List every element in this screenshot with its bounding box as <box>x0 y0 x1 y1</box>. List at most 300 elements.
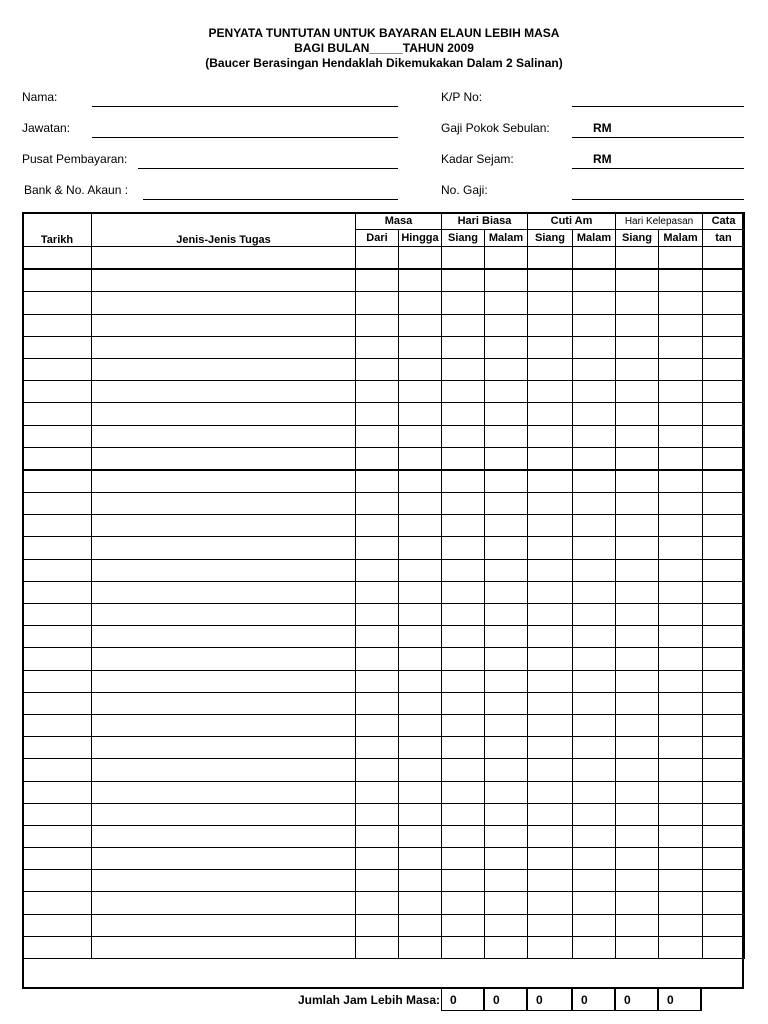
table-cell[interactable] <box>659 247 703 270</box>
table-cell[interactable] <box>528 292 573 314</box>
table-cell[interactable] <box>92 626 356 648</box>
table-cell[interactable] <box>442 714 485 736</box>
table-cell[interactable] <box>23 803 92 825</box>
table-cell[interactable] <box>485 626 528 648</box>
table-cell[interactable] <box>659 358 703 380</box>
jawatan-field[interactable] <box>92 137 398 138</box>
table-cell[interactable] <box>703 781 745 803</box>
table-cell[interactable] <box>356 714 399 736</box>
table-cell[interactable] <box>485 247 528 270</box>
table-cell[interactable] <box>659 936 703 958</box>
table-cell[interactable] <box>442 269 485 292</box>
table-cell[interactable] <box>442 336 485 358</box>
table-cell[interactable] <box>703 803 745 825</box>
table-cell[interactable] <box>485 848 528 870</box>
table-cell[interactable] <box>92 247 356 270</box>
table-cell[interactable] <box>573 781 616 803</box>
table-cell[interactable] <box>442 314 485 336</box>
table-cell[interactable] <box>528 803 573 825</box>
table-cell[interactable] <box>616 870 659 892</box>
table-cell[interactable] <box>703 692 745 714</box>
table-cell[interactable] <box>616 648 659 670</box>
table-cell[interactable] <box>573 914 616 936</box>
table-cell[interactable] <box>659 559 703 581</box>
table-cell[interactable] <box>616 803 659 825</box>
table-cell[interactable] <box>485 759 528 781</box>
table-cell[interactable] <box>23 425 92 447</box>
table-cell[interactable] <box>356 604 399 626</box>
table-cell[interactable] <box>399 403 442 425</box>
table-cell[interactable] <box>528 759 573 781</box>
table-cell[interactable] <box>703 581 745 603</box>
table-cell[interactable] <box>528 314 573 336</box>
table-cell[interactable] <box>23 269 92 292</box>
table-cell[interactable] <box>356 825 399 847</box>
table-cell[interactable] <box>92 381 356 403</box>
bank-akaun-field[interactable] <box>143 199 398 200</box>
table-cell[interactable] <box>659 648 703 670</box>
table-cell[interactable] <box>659 714 703 736</box>
table-cell[interactable] <box>485 825 528 847</box>
table-cell[interactable] <box>399 470 442 493</box>
table-cell[interactable] <box>23 403 92 425</box>
table-cell[interactable] <box>528 581 573 603</box>
table-cell[interactable] <box>528 269 573 292</box>
table-cell[interactable] <box>442 803 485 825</box>
kp-no-field[interactable] <box>572 106 744 107</box>
table-cell[interactable] <box>573 515 616 537</box>
table-cell[interactable] <box>485 336 528 358</box>
table-cell[interactable] <box>92 803 356 825</box>
table-cell[interactable] <box>659 581 703 603</box>
table-cell[interactable] <box>703 892 745 914</box>
table-cell[interactable] <box>23 692 92 714</box>
table-cell[interactable] <box>356 247 399 270</box>
table-cell[interactable] <box>92 825 356 847</box>
table-cell[interactable] <box>485 581 528 603</box>
table-cell[interactable] <box>616 848 659 870</box>
table-cell[interactable] <box>442 825 485 847</box>
table-cell[interactable] <box>703 914 745 936</box>
table-cell[interactable] <box>528 470 573 493</box>
table-cell[interactable] <box>356 470 399 493</box>
table-cell[interactable] <box>528 892 573 914</box>
table-cell[interactable] <box>616 781 659 803</box>
table-cell[interactable] <box>485 870 528 892</box>
table-cell[interactable] <box>616 269 659 292</box>
table-cell[interactable] <box>399 493 442 515</box>
table-cell[interactable] <box>442 692 485 714</box>
table-cell[interactable] <box>92 403 356 425</box>
table-cell[interactable] <box>528 358 573 380</box>
table-cell[interactable] <box>573 425 616 447</box>
table-cell[interactable] <box>485 358 528 380</box>
table-cell[interactable] <box>23 870 92 892</box>
table-cell[interactable] <box>616 604 659 626</box>
table-cell[interactable] <box>485 559 528 581</box>
table-cell[interactable] <box>528 247 573 270</box>
table-cell[interactable] <box>573 825 616 847</box>
table-cell[interactable] <box>573 870 616 892</box>
table-cell[interactable] <box>703 292 745 314</box>
table-cell[interactable] <box>356 559 399 581</box>
table-cell[interactable] <box>356 936 399 958</box>
table-cell[interactable] <box>528 559 573 581</box>
table-cell[interactable] <box>616 626 659 648</box>
table-cell[interactable] <box>23 892 92 914</box>
table-cell[interactable] <box>356 692 399 714</box>
table-cell[interactable] <box>23 493 92 515</box>
table-cell[interactable] <box>92 714 356 736</box>
table-cell[interactable] <box>356 493 399 515</box>
table-cell[interactable] <box>616 447 659 470</box>
table-cell[interactable] <box>23 537 92 559</box>
table-cell[interactable] <box>703 936 745 958</box>
table-cell[interactable] <box>616 381 659 403</box>
table-cell[interactable] <box>573 470 616 493</box>
table-cell[interactable] <box>485 892 528 914</box>
table-cell[interactable] <box>23 626 92 648</box>
table-cell[interactable] <box>399 936 442 958</box>
table-cell[interactable] <box>92 781 356 803</box>
table-cell[interactable] <box>703 825 745 847</box>
table-cell[interactable] <box>703 314 745 336</box>
table-cell[interactable] <box>399 314 442 336</box>
table-cell[interactable] <box>356 425 399 447</box>
table-cell[interactable] <box>23 292 92 314</box>
table-cell[interactable] <box>442 781 485 803</box>
table-cell[interactable] <box>703 759 745 781</box>
table-cell[interactable] <box>442 670 485 692</box>
table-cell[interactable] <box>659 692 703 714</box>
table-cell[interactable] <box>92 358 356 380</box>
table-cell[interactable] <box>659 515 703 537</box>
table-cell[interactable] <box>399 692 442 714</box>
table-cell[interactable] <box>399 848 442 870</box>
table-cell[interactable] <box>442 892 485 914</box>
table-cell[interactable] <box>399 559 442 581</box>
table-cell[interactable] <box>616 737 659 759</box>
table-cell[interactable] <box>616 537 659 559</box>
table-cell[interactable] <box>356 914 399 936</box>
table-cell[interactable] <box>659 470 703 493</box>
table-cell[interactable] <box>616 714 659 736</box>
table-cell[interactable] <box>92 425 356 447</box>
table-cell[interactable] <box>703 470 745 493</box>
table-cell[interactable] <box>528 604 573 626</box>
table-cell[interactable] <box>399 737 442 759</box>
table-cell[interactable] <box>399 425 442 447</box>
table-cell[interactable] <box>528 870 573 892</box>
table-cell[interactable] <box>573 493 616 515</box>
table-cell[interactable] <box>485 648 528 670</box>
table-cell[interactable] <box>399 381 442 403</box>
table-cell[interactable] <box>703 447 745 470</box>
table-cell[interactable] <box>399 626 442 648</box>
table-cell[interactable] <box>92 670 356 692</box>
table-cell[interactable] <box>616 559 659 581</box>
table-cell[interactable] <box>23 515 92 537</box>
table-cell[interactable] <box>442 470 485 493</box>
table-cell[interactable] <box>485 692 528 714</box>
table-cell[interactable] <box>23 848 92 870</box>
table-cell[interactable] <box>485 403 528 425</box>
table-cell[interactable] <box>92 559 356 581</box>
table-cell[interactable] <box>442 759 485 781</box>
table-cell[interactable] <box>442 737 485 759</box>
table-cell[interactable] <box>92 848 356 870</box>
table-cell[interactable] <box>616 581 659 603</box>
table-cell[interactable] <box>659 803 703 825</box>
table-cell[interactable] <box>659 292 703 314</box>
table-cell[interactable] <box>23 737 92 759</box>
table-cell[interactable] <box>442 381 485 403</box>
table-cell[interactable] <box>92 515 356 537</box>
table-cell[interactable] <box>356 537 399 559</box>
table-cell[interactable] <box>442 559 485 581</box>
table-cell[interactable] <box>703 247 745 270</box>
table-cell[interactable] <box>399 604 442 626</box>
table-cell[interactable] <box>703 269 745 292</box>
table-cell[interactable] <box>659 781 703 803</box>
table-cell[interactable] <box>573 670 616 692</box>
table-cell[interactable] <box>399 648 442 670</box>
table-cell[interactable] <box>399 336 442 358</box>
table-cell[interactable] <box>616 914 659 936</box>
table-cell[interactable] <box>442 604 485 626</box>
table-cell[interactable] <box>616 470 659 493</box>
table-cell[interactable] <box>703 425 745 447</box>
table-cell[interactable] <box>703 493 745 515</box>
table-cell[interactable] <box>616 314 659 336</box>
table-cell[interactable] <box>399 914 442 936</box>
table-cell[interactable] <box>92 936 356 958</box>
table-cell[interactable] <box>485 737 528 759</box>
pusat-pembayaran-field[interactable] <box>138 168 398 169</box>
table-cell[interactable] <box>23 781 92 803</box>
table-cell[interactable] <box>573 648 616 670</box>
table-cell[interactable] <box>485 537 528 559</box>
table-cell[interactable] <box>485 670 528 692</box>
no-gaji-field[interactable] <box>572 199 744 200</box>
table-cell[interactable] <box>528 692 573 714</box>
table-cell[interactable] <box>528 493 573 515</box>
table-cell[interactable] <box>399 515 442 537</box>
table-cell[interactable] <box>703 403 745 425</box>
table-cell[interactable] <box>399 759 442 781</box>
table-cell[interactable] <box>442 403 485 425</box>
table-cell[interactable] <box>485 515 528 537</box>
table-cell[interactable] <box>23 314 92 336</box>
table-cell[interactable] <box>573 803 616 825</box>
table-cell[interactable] <box>356 336 399 358</box>
table-cell[interactable] <box>356 292 399 314</box>
table-cell[interactable] <box>442 358 485 380</box>
table-cell[interactable] <box>399 292 442 314</box>
table-cell[interactable] <box>92 870 356 892</box>
table-cell[interactable] <box>659 314 703 336</box>
table-cell[interactable] <box>356 648 399 670</box>
table-cell[interactable] <box>573 447 616 470</box>
table-cell[interactable] <box>659 892 703 914</box>
table-cell[interactable] <box>616 336 659 358</box>
table-cell[interactable] <box>92 314 356 336</box>
table-cell[interactable] <box>23 470 92 493</box>
table-cell[interactable] <box>23 670 92 692</box>
table-cell[interactable] <box>485 381 528 403</box>
table-cell[interactable] <box>442 292 485 314</box>
table-cell[interactable] <box>442 515 485 537</box>
table-cell[interactable] <box>399 714 442 736</box>
table-cell[interactable] <box>485 936 528 958</box>
gaji-pokok-field[interactable] <box>572 137 744 138</box>
table-cell[interactable] <box>399 247 442 270</box>
table-cell[interactable] <box>573 403 616 425</box>
table-cell[interactable] <box>528 825 573 847</box>
table-cell[interactable] <box>703 670 745 692</box>
table-cell[interactable] <box>573 247 616 270</box>
table-cell[interactable] <box>399 358 442 380</box>
table-cell[interactable] <box>92 692 356 714</box>
table-cell[interactable] <box>356 581 399 603</box>
table-cell[interactable] <box>703 604 745 626</box>
table-cell[interactable] <box>23 381 92 403</box>
table-cell[interactable] <box>573 848 616 870</box>
table-cell[interactable] <box>442 914 485 936</box>
table-cell[interactable] <box>23 714 92 736</box>
table-cell[interactable] <box>703 737 745 759</box>
table-cell[interactable] <box>616 936 659 958</box>
table-cell[interactable] <box>573 314 616 336</box>
table-cell[interactable] <box>23 447 92 470</box>
table-cell[interactable] <box>23 648 92 670</box>
table-cell[interactable] <box>356 358 399 380</box>
table-cell[interactable] <box>442 537 485 559</box>
table-cell[interactable] <box>659 425 703 447</box>
table-cell[interactable] <box>485 269 528 292</box>
table-cell[interactable] <box>573 336 616 358</box>
table-cell[interactable] <box>92 604 356 626</box>
table-cell[interactable] <box>356 403 399 425</box>
table-cell[interactable] <box>92 737 356 759</box>
table-cell[interactable] <box>399 581 442 603</box>
table-cell[interactable] <box>23 581 92 603</box>
table-cell[interactable] <box>528 537 573 559</box>
table-cell[interactable] <box>485 425 528 447</box>
table-cell[interactable] <box>528 670 573 692</box>
table-cell[interactable] <box>356 759 399 781</box>
table-cell[interactable] <box>703 336 745 358</box>
table-cell[interactable] <box>573 737 616 759</box>
table-cell[interactable] <box>485 470 528 493</box>
table-cell[interactable] <box>356 848 399 870</box>
table-cell[interactable] <box>659 493 703 515</box>
table-cell[interactable] <box>23 825 92 847</box>
table-cell[interactable] <box>703 714 745 736</box>
table-cell[interactable] <box>659 626 703 648</box>
table-cell[interactable] <box>528 336 573 358</box>
table-cell[interactable] <box>356 737 399 759</box>
table-cell[interactable] <box>703 870 745 892</box>
table-cell[interactable] <box>573 714 616 736</box>
table-cell[interactable] <box>573 604 616 626</box>
table-cell[interactable] <box>573 892 616 914</box>
table-cell[interactable] <box>528 425 573 447</box>
table-cell[interactable] <box>442 447 485 470</box>
table-cell[interactable] <box>659 336 703 358</box>
table-cell[interactable] <box>92 292 356 314</box>
table-cell[interactable] <box>703 648 745 670</box>
table-cell[interactable] <box>442 493 485 515</box>
table-cell[interactable] <box>92 759 356 781</box>
table-cell[interactable] <box>485 604 528 626</box>
table-cell[interactable] <box>616 292 659 314</box>
table-cell[interactable] <box>92 537 356 559</box>
table-cell[interactable] <box>528 515 573 537</box>
table-cell[interactable] <box>399 269 442 292</box>
table-cell[interactable] <box>92 648 356 670</box>
table-cell[interactable] <box>23 336 92 358</box>
table-cell[interactable] <box>92 892 356 914</box>
table-cell[interactable] <box>659 269 703 292</box>
table-cell[interactable] <box>573 381 616 403</box>
table-cell[interactable] <box>659 403 703 425</box>
table-cell[interactable] <box>356 515 399 537</box>
table-cell[interactable] <box>356 447 399 470</box>
table-cell[interactable] <box>356 381 399 403</box>
table-cell[interactable] <box>659 848 703 870</box>
table-cell[interactable] <box>573 581 616 603</box>
table-cell[interactable] <box>616 358 659 380</box>
nama-field[interactable] <box>92 106 398 107</box>
table-cell[interactable] <box>573 559 616 581</box>
table-cell[interactable] <box>703 559 745 581</box>
table-cell[interactable] <box>356 314 399 336</box>
table-cell[interactable] <box>616 403 659 425</box>
table-cell[interactable] <box>23 759 92 781</box>
table-cell[interactable] <box>23 559 92 581</box>
table-cell[interactable] <box>92 336 356 358</box>
table-cell[interactable] <box>399 447 442 470</box>
table-cell[interactable] <box>356 269 399 292</box>
table-cell[interactable] <box>616 515 659 537</box>
table-cell[interactable] <box>485 803 528 825</box>
table-cell[interactable] <box>485 447 528 470</box>
table-cell[interactable] <box>659 825 703 847</box>
table-cell[interactable] <box>659 759 703 781</box>
table-cell[interactable] <box>92 581 356 603</box>
table-cell[interactable] <box>573 269 616 292</box>
table-cell[interactable] <box>442 626 485 648</box>
table-cell[interactable] <box>356 803 399 825</box>
table-cell[interactable] <box>616 425 659 447</box>
table-cell[interactable] <box>528 403 573 425</box>
table-cell[interactable] <box>528 781 573 803</box>
table-cell[interactable] <box>399 803 442 825</box>
table-cell[interactable] <box>442 247 485 270</box>
table-cell[interactable] <box>356 781 399 803</box>
table-cell[interactable] <box>356 626 399 648</box>
table-cell[interactable] <box>659 604 703 626</box>
table-cell[interactable] <box>573 358 616 380</box>
table-cell[interactable] <box>356 892 399 914</box>
table-cell[interactable] <box>23 247 92 270</box>
table-cell[interactable] <box>616 493 659 515</box>
table-cell[interactable] <box>659 670 703 692</box>
table-cell[interactable] <box>23 358 92 380</box>
kadar-sejam-field[interactable] <box>572 168 744 169</box>
table-cell[interactable] <box>573 626 616 648</box>
